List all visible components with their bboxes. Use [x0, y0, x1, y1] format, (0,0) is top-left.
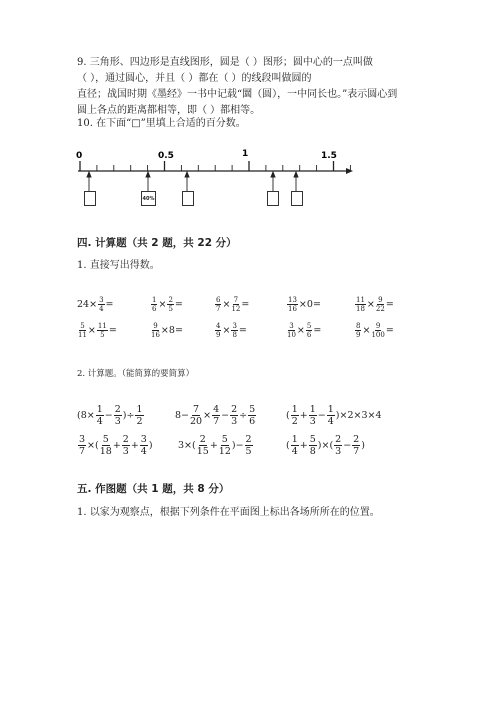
expr-5: 3×( $\frac{2}{15}$ + $\frac{5}{12}$ )− $\frac{2}{5}$: [178, 433, 252, 457]
calc-2-3: $\frac{4}{9}$ × $\frac{3}{8}$ =: [216, 321, 247, 339]
number-line-arrow: [346, 168, 353, 174]
answer-box-4[interactable]: [267, 191, 279, 206]
calc-1-2: $\frac{1}{6}$ × $\frac{2}{5}$ =: [152, 295, 183, 313]
calc-2-2: $\frac{9}{16}$ × 8 =: [151, 321, 183, 339]
calc-2-1: $\frac{5}{11}$ × $\frac{11}{5}$ =: [78, 321, 117, 339]
calc-1-5: $\frac{11}{18}$ × $\frac{9}{22}$ =: [356, 295, 394, 313]
expr-1: (8× $\frac{1}{4}$ − $\frac{2}{3}$ )÷ $\frac{1}{2}$: [77, 403, 143, 427]
section5-q1: 1. 以家为观察点，根据下列条件在平面图上标出各场所所在的位置。: [77, 507, 380, 518]
answer-box-5[interactable]: [291, 191, 303, 206]
calc-1-1: 24 × $\frac{3}{4}$ =: [77, 295, 114, 313]
tick-label-1: 1: [242, 149, 249, 159]
q9-line-1: 9. 三角形、四边形是直线图形，圆是（ ）图形；圆中心的一点叫做: [77, 57, 373, 68]
answer-box-given: 40%: [141, 191, 156, 206]
section4-q1: 1. 直接写出得数。: [77, 260, 160, 271]
pointer-arrows: [87, 172, 298, 191]
expr-2: 8− $\frac{7}{20}$ × $\frac{4}{7}$ − $\frac{2}{3}$ ÷ $\frac{5}{6}$: [175, 403, 256, 427]
expr-3: ( $\frac{1}{2}$ + $\frac{1}{3}$ − $\frac{1}{4}$ )×2×3×4: [286, 403, 382, 427]
q9-line-3: 直径；战国时期《墨经》一书中记载“圜（圆），一中同长也。”表示圆心到: [77, 89, 398, 100]
q10-text: 10. 在下面“□”里填上合适的百分数。: [77, 118, 246, 129]
q9-line-2: （ ），通过圆心，并且（ ）都在（ ）的线段叫做圆的: [77, 73, 312, 84]
calc-2-4: $\frac{3}{10}$ × $\frac{5}{6}$ =: [287, 321, 322, 339]
answer-box-1[interactable]: [84, 191, 96, 206]
expr-4: $\frac{3}{7}$ ×( $\frac{5}{18}$ + $\frac{2}{3}$ + $\frac{3}{4}$ ): [79, 433, 153, 457]
calc-1-4: $\frac{13}{16}$ × 0 =: [288, 295, 321, 313]
section4-q2: 2. 计算题。（能简算的要简算）: [77, 369, 195, 379]
calc-1-3: $\frac{6}{7}$ × $\frac{7}{12}$ =: [216, 295, 250, 313]
section4-title: 四. 计算题（共 2 题，共 22 分）: [77, 237, 237, 249]
expr-6: ( $\frac{1}{4}$ + $\frac{5}{8}$ )×( $\frac{2}{3}$ − $\frac{2}{7}$ ): [286, 433, 365, 457]
tick-label-05: 0.5: [158, 151, 174, 161]
number-line-ticks: [80, 161, 350, 171]
number-line: [70, 143, 360, 213]
tick-label-15: 1.5: [321, 151, 337, 161]
calc-2-5: $\frac{8}{9}$ × $\frac{9}{100}$ =: [356, 321, 394, 339]
tick-label-0: 0: [76, 151, 83, 161]
q9-line-4: 圆上各点的距离都相等，即（ ）都相等。: [77, 105, 261, 116]
section5-title: 五. 作图题（共 1 题，共 8 分）: [77, 483, 230, 495]
answer-box-3[interactable]: [182, 191, 194, 206]
